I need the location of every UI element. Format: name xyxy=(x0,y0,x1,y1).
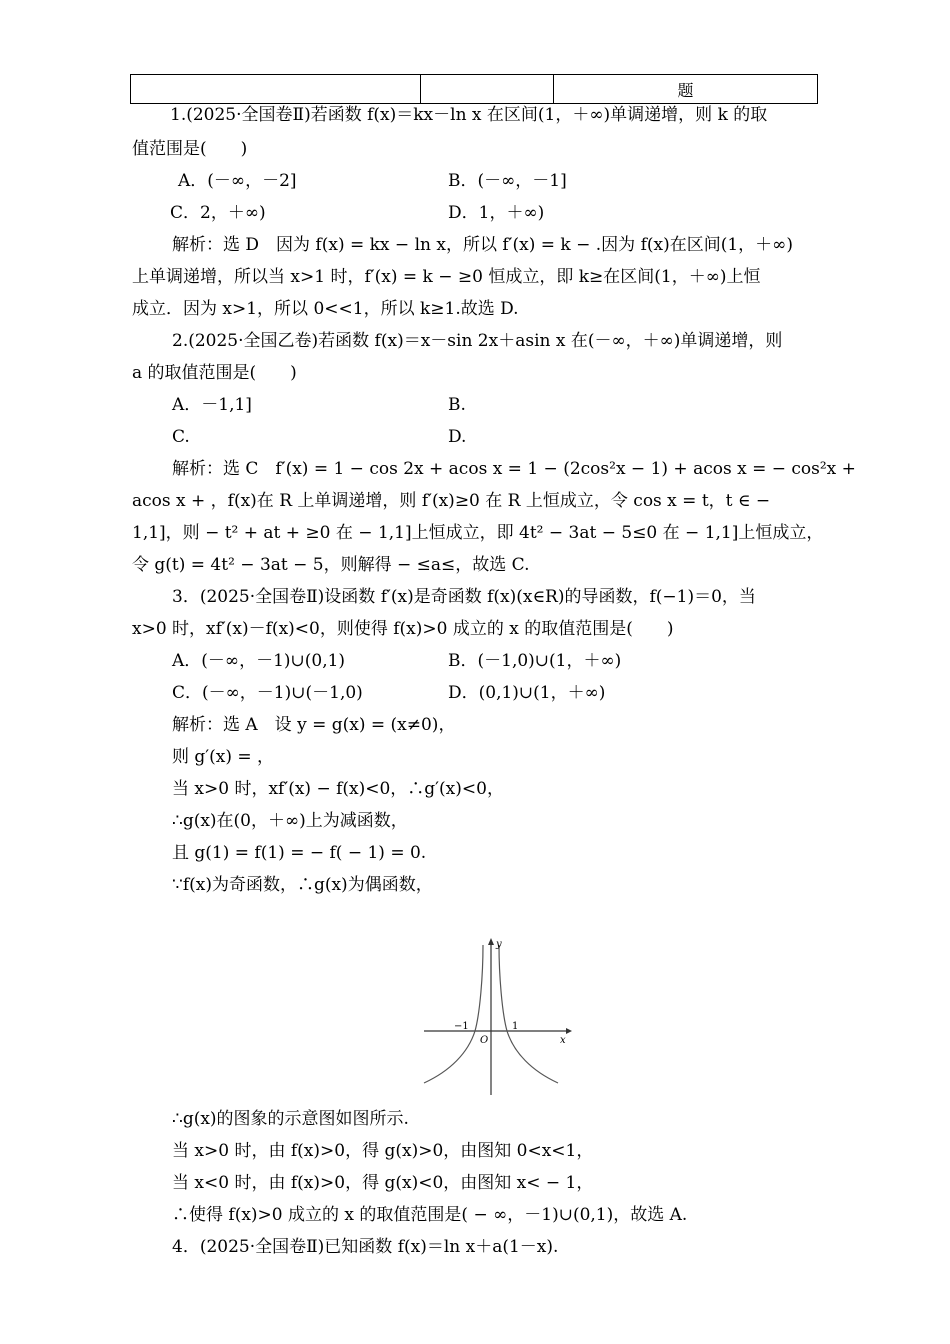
q1-text-line2: 值范围是( ) xyxy=(132,139,248,159)
q3-solution-line9: 当 x<0 时，由 f(x)>0，得 g(x)<0，由图知 x< − 1， xyxy=(172,1173,594,1193)
q3-solution-line8: 当 x>0 时，由 f(x)>0，得 g(x)>0，由图知 0<x<1， xyxy=(172,1141,594,1161)
q3-text-line1: 3．(2025·全国卷Ⅱ)设函数 f′(x)是奇函数 f(x)(x∈R)的导函数，f(−1)＝0，当 xyxy=(172,587,756,607)
q2-text-line1: 2.(2025·全国乙卷)若函数 f(x)＝x－sin 2x＋asin x 在(－∞，＋∞)单调递增，则 xyxy=(172,331,783,351)
q3-solution-line1: 解析：选 A 设 y = g(x) = (x≠0)， xyxy=(172,715,456,735)
q3-option-a: A．(－∞，－1)∪(0,1) xyxy=(172,651,346,671)
q3-option-b: B．(－1,0)∪(1，＋∞) xyxy=(448,651,622,671)
q2-option-b: B. xyxy=(448,395,466,415)
q2-solution-line1: 解析：选 C f′(x) = 1 − cos 2x + acos x = 1 − (2cos²x − 1) + acos x = − cos²x + xyxy=(172,459,856,479)
header-table xyxy=(130,74,818,104)
q2-solution-line4: 令 g(t) = 4t² − 3at − 5，则解得 − ≤a≤，故选 C. xyxy=(132,555,530,575)
q1-solution-line2: 上单调递增，所以当 x>1 时，f′(x) = k − ≥0 恒成立，即 k≥在区间(1，＋∞)上恒 xyxy=(132,267,761,287)
q2-solution-line2: acos x + ，f(x)在 R 上单调递增，则 f′(x)≥0 在 R 上恒成立，令 cos x = t，t ∈ − xyxy=(132,491,771,511)
q1-solution-line3: 成立．因为 x>1，所以 0<<1，所以 k≥1.故选 D. xyxy=(132,299,519,319)
q3-solution-line5: 且 g(1) = f(1) = − f( − 1) = 0. xyxy=(172,843,427,863)
q3-solution-line4: ∴g(x)在(0，＋∞)上为减函数， xyxy=(172,811,408,831)
q1-option-a: A．(－∞，－2] xyxy=(178,171,297,191)
q3-solution-line2: 则 g′(x) = ， xyxy=(172,747,275,767)
right-curve xyxy=(499,945,558,1083)
x-axis-label: x xyxy=(560,1035,566,1046)
left-curve xyxy=(424,945,483,1083)
q3-solution-line3: 当 x>0 时，xf′(x) − f(x)<0，∴g′(x)<0， xyxy=(172,779,504,799)
graph-figure xyxy=(420,935,572,1095)
q1-option-d: D．1，＋∞) xyxy=(448,203,545,223)
header-cell-1 xyxy=(131,75,421,104)
q3-text-line2: x>0 时，xf′(x)－f(x)<0，则使得 f(x)>0 成立的 x 的取值范围是( ) xyxy=(132,619,674,639)
y-axis-arrow xyxy=(488,938,494,945)
q2-option-c: C. xyxy=(172,427,190,447)
header-cell-3: 题 xyxy=(554,75,818,104)
q2-option-d: D. xyxy=(448,427,467,447)
q3-solution-line7: ∴g(x)的图象的示意图如图所示. xyxy=(172,1109,409,1129)
origin-label: O xyxy=(480,1035,489,1046)
q2-text-line2: a 的取值范围是( ) xyxy=(132,363,297,383)
one-label: 1 xyxy=(512,1021,519,1032)
q3-option-c: C．(－∞，－1)∪(－1,0) xyxy=(172,683,363,703)
y-axis-label: y xyxy=(496,939,502,950)
q1-solution-line1: 解析：选 D 因为 f(x) = kx − ln x，所以 f′(x) = k − .因为 f(x)在区间(1，＋∞) xyxy=(172,235,793,255)
q2-solution-line3: 1,1]，则 − t² + at + ≥0 在 − 1,1]上恒成立，即 4t² − 3at − 5≤0 在 − 1,1]上恒成立， xyxy=(132,523,824,543)
q2-option-a: A．－1,1] xyxy=(172,395,252,415)
q3-solution-line6: ∵f(x)为奇函数，∴g(x)为偶函数， xyxy=(172,875,433,895)
q4-text-line1: 4．(2025·全国卷Ⅱ)已知函数 f(x)＝ln x＋a(1－x). xyxy=(172,1237,559,1257)
q3-option-d: D．(0,1)∪(1，＋∞) xyxy=(448,683,606,703)
q3-solution-line10: ∴使得 f(x)>0 成立的 x 的取值范围是( − ∞，－1)∪(0,1)，故选 A. xyxy=(172,1205,688,1225)
q1-text-line1: 1.(2025·全国卷Ⅱ)若函数 f(x)＝kx－ln x 在区间(1，＋∞)单调递增，则 k 的取 xyxy=(170,105,768,125)
header-cell-2 xyxy=(421,75,554,104)
neg-one-label: −1 xyxy=(454,1021,469,1032)
x-axis-arrow xyxy=(566,1028,572,1034)
q1-option-c: C．2，＋∞) xyxy=(170,203,266,223)
q1-option-b: B．(－∞，－1] xyxy=(448,171,567,191)
